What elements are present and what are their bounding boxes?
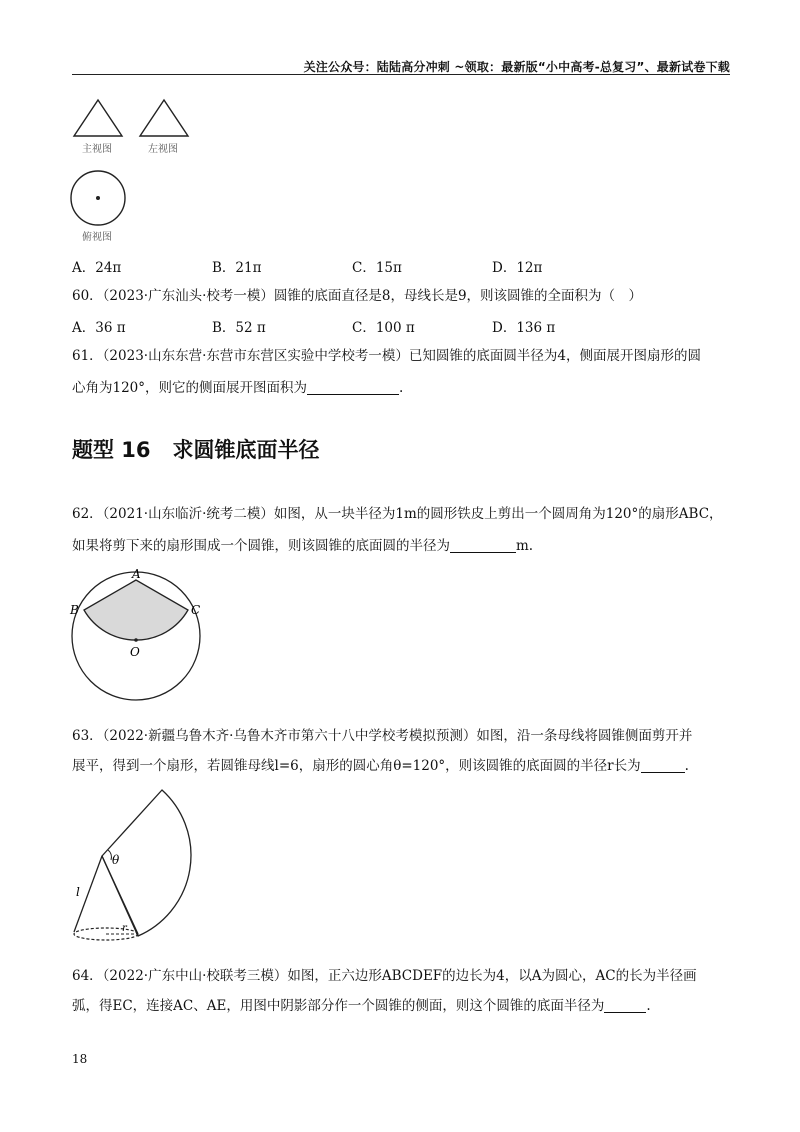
q63-cone-net-figure <box>70 784 220 946</box>
q63-cone-right-edge <box>102 856 138 934</box>
q62-label-c: C <box>191 603 201 617</box>
q60-option-c: C．100 π <box>352 320 415 336</box>
q62-line2 <box>72 536 533 556</box>
section-number: 题型 16 <box>72 438 151 462</box>
q63-label-theta: θ <box>112 853 120 867</box>
page-number: 18 <box>72 1052 88 1066</box>
q64-line1: 64．（2022·广东中山·校联考三模）如图，正六边形ABCDEF的边长为4，以A为圆心，AC的长为半径画 <box>72 968 697 984</box>
side-view-label: 左视图 <box>148 144 178 155</box>
q62-label-b: B <box>70 603 79 617</box>
q63-line2-text: 展平，得到一个扇形，若圆锥母线l=6，扇形的圆心角θ=120°，则该圆锥的底面圆的半径r长为 <box>72 758 641 774</box>
q62-line1: 62．（2021·山东临沂·统考二模）如图，从一块半径为1m的圆形铁皮上剪出一个圆周角为120°的扇形ABC， <box>72 506 723 522</box>
q59-three-views-figure <box>68 96 198 246</box>
page-header <box>72 58 730 75</box>
q60-option-a: A．36 π <box>72 320 126 336</box>
q62-answer-blank <box>450 538 516 553</box>
q62-label-a: A <box>132 568 141 581</box>
q64-answer-blank <box>604 998 646 1013</box>
side-view-triangle <box>140 100 188 136</box>
top-view-label: 俯视图 <box>82 232 112 243</box>
section-title: 求圆锥底面半径 <box>172 438 320 462</box>
front-view-triangle <box>74 100 122 136</box>
q59-option-a: A．24π <box>72 260 122 276</box>
q60-text: 60．（2023·广东汕头·校考一模）圆锥的底面直径是8，母线长是9，则该圆锥的全面积为（ ） <box>72 288 643 304</box>
q59-option-d: D．12π <box>492 260 543 276</box>
q61-line1: 61．（2023·山东东营·东营市东营区实验中学校考一模）已知圆锥的底面圆半径为4，侧面展开图扇形的圆 <box>72 348 701 364</box>
q61-line2 <box>72 378 403 398</box>
q59-option-c: C．15π <box>352 260 402 276</box>
q62-shaded-sector <box>84 580 188 640</box>
section-heading <box>72 434 342 464</box>
q63-angle-arc <box>108 850 111 860</box>
q61-answer-blank <box>307 380 399 395</box>
q63-answer-blank <box>641 758 685 773</box>
q62-center-point-o <box>134 638 138 642</box>
q63-label-r: r <box>122 923 127 934</box>
q64-line2-text: 弧，得EC，连接AC、AE，用图中阴影部分作一个圆锥的侧面，则这个圆锥的底面半径为 <box>72 998 605 1014</box>
q59-option-b: B．21π <box>212 260 262 276</box>
q62-label-o: O <box>130 645 140 659</box>
top-view-center-point <box>96 196 100 200</box>
q60-option-b: B．52 π <box>212 320 266 336</box>
q64-line2-end: . <box>646 998 651 1014</box>
q62-line2-text: 如果将剪下来的扇形围成一个圆锥，则该圆锥的底面圆的半径为 <box>72 538 450 554</box>
header-text: 关注公众号：陆陆高分冲刺 ~领取：最新版“小中高考-总复习”、最新试卷下载 <box>303 60 730 74</box>
q62-sector-figure <box>66 568 216 708</box>
q63-line2-end: . <box>684 758 689 774</box>
q62-line2-end: m. <box>516 538 534 554</box>
q61-line2-text: 心角为120°，则它的侧面展开图面积为 <box>72 380 308 396</box>
q63-line2 <box>72 756 689 776</box>
q63-label-l: l <box>76 885 80 899</box>
q64-line2 <box>72 996 651 1016</box>
q63-line1: 63．（2022·新疆乌鲁木齐·乌鲁木齐市第六十八中学校考模拟预测）如图，沿一条母线将圆锥侧面剪开并 <box>72 728 693 744</box>
q60-option-d: D．136 π <box>492 320 556 336</box>
front-view-label: 主视图 <box>82 144 112 155</box>
q61-line2-end: . <box>399 380 404 396</box>
